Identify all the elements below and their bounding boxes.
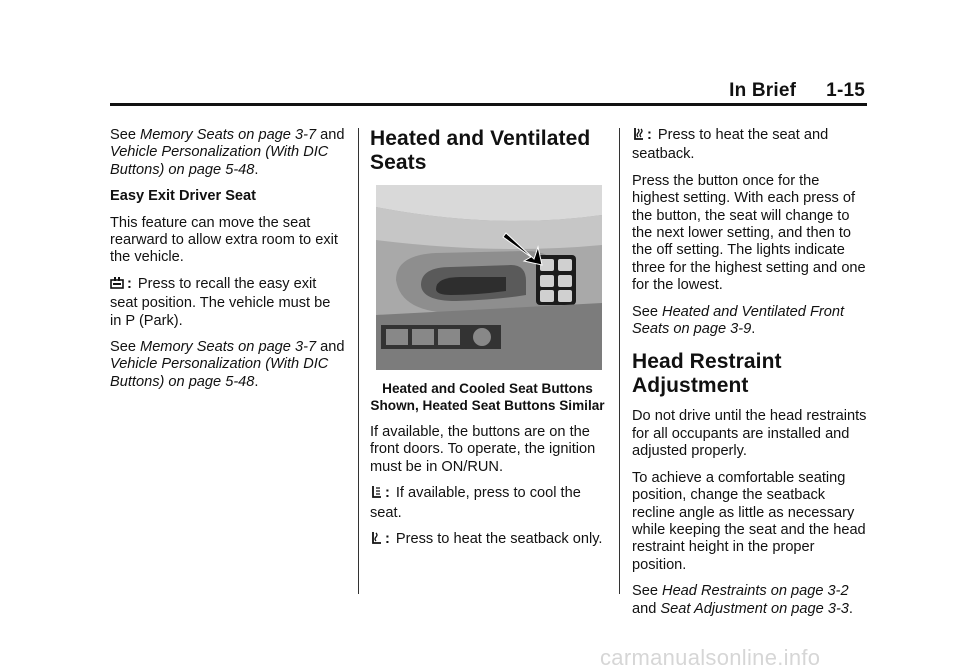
vehicle-personalization-link[interactable]: Vehicle Personalization (With DIC Buttons) on page 5-48 [110, 356, 329, 390]
column-3 [632, 127, 867, 627]
image-caption: Heated and Cooled Seat Buttons Shown, Heated Seat Buttons Similar [370, 381, 605, 413]
column-divider [358, 128, 359, 594]
page-number: 1-15 [826, 80, 865, 101]
easy-exit-heading: Easy Exit Driver Seat [110, 188, 257, 205]
memory-seats-link[interactable]: Memory Seats on page 3-7 [140, 127, 317, 143]
column-2 [370, 127, 605, 559]
header-rule [110, 103, 867, 106]
column-1 [110, 127, 345, 400]
easy-exit-seat-icon [110, 276, 124, 295]
buttons-location-text: If available, the buttons are on the front doors. To operate, the ignition must be in ON/RUN. [370, 424, 596, 475]
memory-seats-reference: See Memory Seats on page 3-7 and Vehicle Personalization (With DIC Buttons) on page 5-48. [110, 127, 345, 178]
memory-seats-reference-2: See Memory Seats on page 3-7 and Vehicle Personalization (With DIC Buttons) on page 5-48. [110, 339, 345, 390]
cool-button-description: : If available, press to cool the seat. [370, 485, 581, 521]
heated-seat-and-back-icon [632, 127, 644, 146]
column-divider [619, 128, 620, 594]
heated-ventilated-seats-link[interactable]: Heated and Ventilated Front Seats on page 3-9 [632, 303, 845, 338]
easy-exit-button-description: : Press to recall the easy exit seat position. The vehicle must be in P (Park). [110, 275, 331, 329]
header-text [729, 80, 865, 102]
head-restraints-link[interactable]: Head Restraints on page 3-2 [662, 583, 849, 600]
head-restraint-heading: Head Restraint Adjustment [632, 350, 782, 398]
watermark: carmanualsonline.info [600, 645, 821, 670]
memory-seats-link[interactable]: Memory Seats on page 3-7 [140, 339, 317, 356]
section-title: In Brief [729, 80, 797, 101]
head-restraint-warning: Do not drive until the head restraints for all occupants are installed and adjusted properly. [632, 408, 867, 460]
cooled-seat-icon [370, 485, 382, 504]
door-seat-buttons-photo [376, 185, 602, 370]
heated-seatback-icon [370, 531, 382, 550]
settings-description: Press the button once for the highest setting. With each press of the button, the seat will change to the next lower setting, and then to the off setting. The lights indicate three for the highest setting and one for the lowest. [632, 172, 866, 294]
heat-seat-seatback-description: : Press to heat the seat and seatback. [632, 127, 829, 163]
seating-position-text: To achieve a comfortable seating position, change the seatback recline angle as little as necessary while keeping the seat and the head restraint height in the proper position. [632, 469, 866, 573]
heated-ventilated-heading: Heated and Ventilated Seats [370, 127, 591, 174]
easy-exit-description: This feature can move the seat rearward to allow extra room to exit the vehicle. [110, 214, 338, 266]
vehicle-personalization-link[interactable]: Vehicle Personalization (With DIC Buttons) on page 5-48 [110, 144, 329, 178]
heated-seats-reference: See Heated and Ventilated Front Seats on page 3-9. [632, 303, 845, 338]
heat-seatback-description: : Press to heat the seatback only. [370, 531, 605, 550]
seat-adjustment-link[interactable]: Seat Adjustment on page 3-3 [660, 600, 849, 617]
head-restraint-reference: See Head Restraints on page 3-2 and Seat Adjustment on page 3-3. [632, 583, 853, 617]
